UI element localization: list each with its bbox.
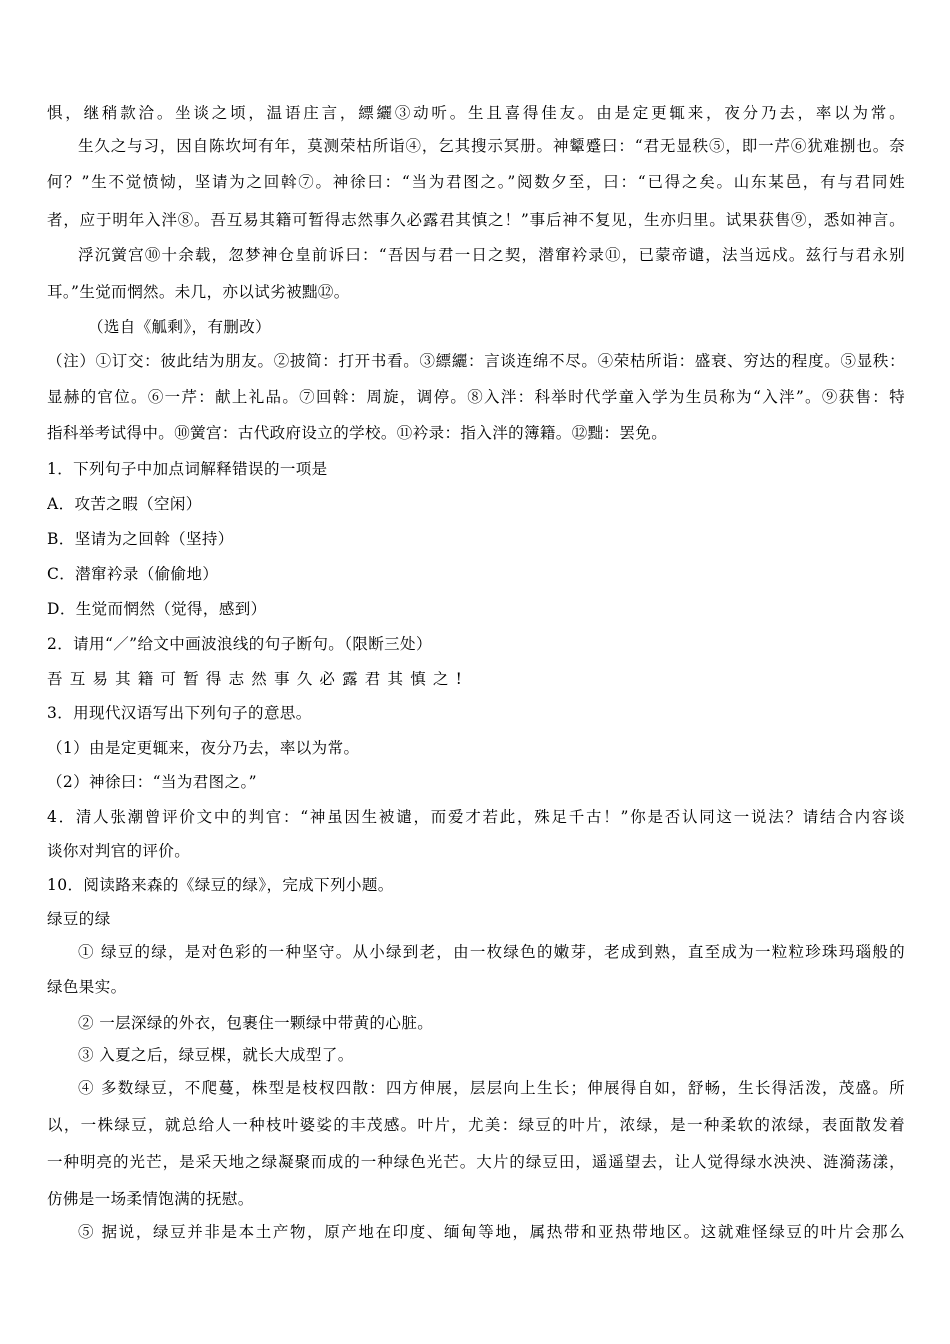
- option-b: B．坚请为之回斡（坚持）: [47, 530, 234, 548]
- essay-title: 绿豆的绿: [47, 910, 111, 928]
- sentence-to-punctuate: 吾互易其籍可暂得志然事久必露君其慎之!: [47, 670, 470, 688]
- passage-line: 生久之与习，因自陈坎坷有年，莫测荣枯所诣④，乞其搜示冥册。神颦蹙曰：“君无显秩⑤，即一芹⑥犹难捌也。奈: [78, 137, 905, 155]
- notes-line: 显赫的官位。⑥一芹：献上礼品。⑦回斡：周旋，调停。⑧入泮：科举时代学童入学为生员称为“入泮”。⑨获售：特: [47, 388, 905, 406]
- question-3-item-1: （1）由是定更辄来，夜分乃去，率以为常。: [47, 739, 360, 757]
- option-a: A．攻苦之暇（空闲）: [47, 495, 202, 513]
- source-citation: （选自《觚剩》，有删改）: [88, 318, 272, 336]
- passage-line: 何？”生不觉愤恸，坚请为之回斡⑦。神徐曰：“当为君图之。”阅数夕至，曰：“已得之矣。山东某邑，有与君同姓: [47, 173, 905, 191]
- question-3-item-2: （2）神徐曰：“当为君图之。”: [47, 773, 257, 791]
- essay-line: ④ 多数绿豆，不爬蔓，株型是枝杈四散：四方伸展，层层向上生长；伸展得自如，舒畅，生长得活泼，茂盛。所: [78, 1079, 905, 1097]
- passage-line: 耳。”生觉而惘然。未几，亦以试劣被黜⑫。: [47, 283, 350, 301]
- notes-line: （注）①订交：彼此结为朋友。②披简：打开书看。③縹纚：言谈连绵不尽。④荣枯所诣：盛衰、穷达的程度。⑤显秩：: [47, 352, 905, 370]
- option-d: D．生觉而惘然（觉得，感到）: [47, 600, 267, 618]
- passage-line: 惧，继稍款洽。坐谈之顷，温语庄言，縹纚③动听。生且喜得佳友。由是定更辄来，夜分乃去，率以为常。: [47, 104, 905, 122]
- essay-line: ⑤ 据说，绿豆并非是本土产物，原产地在印度、缅甸等地，属热带和亚热带地区。这就难怪绿豆的叶片会那么: [78, 1223, 905, 1241]
- question-4-cont: 谈你对判官的评价。: [47, 842, 191, 860]
- essay-line: 一种明亮的光芒，是采天地之绿凝聚而成的一种绿色光芒。大片的绿豆田，遥遥望去，让人觉得绿水泱泱、涟漪荡漾，: [47, 1153, 905, 1171]
- essay-line: 以，一株绿豆，就总给人一种枝叶婆娑的丰茂感。叶片，尤美：绿豆的叶片，浓绿，是一种柔软的浓绿，表面散发着: [47, 1116, 905, 1134]
- notes-line: 指科举考试得中。⑩黉宫：古代政府设立的学校。⑪衿录：指入泮的簿籍。⑫黜：罢免。: [47, 424, 668, 442]
- question-1: 1．下列句子中加点词解释错误的一项是: [47, 460, 328, 478]
- essay-line: ③ 入夏之后，绿豆棵，就长大成型了。: [78, 1046, 354, 1064]
- question-10: 10．阅读路来森的《绿豆的绿》，完成下列小题。: [47, 876, 394, 894]
- essay-line: 绿色果实。: [47, 978, 127, 996]
- essay-line: ① 绿豆的绿，是对色彩的一种坚守。从小绿到老，由一枚绿色的嫩芽，老成到熟，直至成为一粒粒珍珠玛瑙般的: [78, 943, 905, 961]
- option-c: C．潜窜衿录（偷偷地）: [47, 565, 219, 583]
- question-3: 3．用现代汉语写出下列句子的意思。: [47, 704, 312, 722]
- essay-line: ② 一层深绿的外衣，包裹住一颗绿中带黄的心脏。: [78, 1014, 434, 1032]
- passage-line: 浮沉黉宫⑩十余载，忽梦神仓皇前诉曰：“吾因与君一日之契，潜窜衿录⑪，已蒙帝谴，法当远戍。兹行与君永别: [78, 246, 905, 264]
- passage-line: 者，应于明年入泮⑧。吾互易其籍可暂得志然事久必露君其慎之！”事后神不复见，生亦归里。试果获售⑨，悉如神言。: [47, 211, 905, 229]
- question-4: 4．清人张潮曾评价文中的判官：“神虽因生被谴，而爱才若此，殊足千古！”你是否认同这一说法？请结合内容谈: [47, 808, 905, 826]
- question-2: 2．请用“／”给文中画波浪线的句子断句。（限断三处）: [47, 635, 432, 653]
- essay-line: 仿佛是一场柔情饱满的抚慰。: [47, 1190, 254, 1208]
